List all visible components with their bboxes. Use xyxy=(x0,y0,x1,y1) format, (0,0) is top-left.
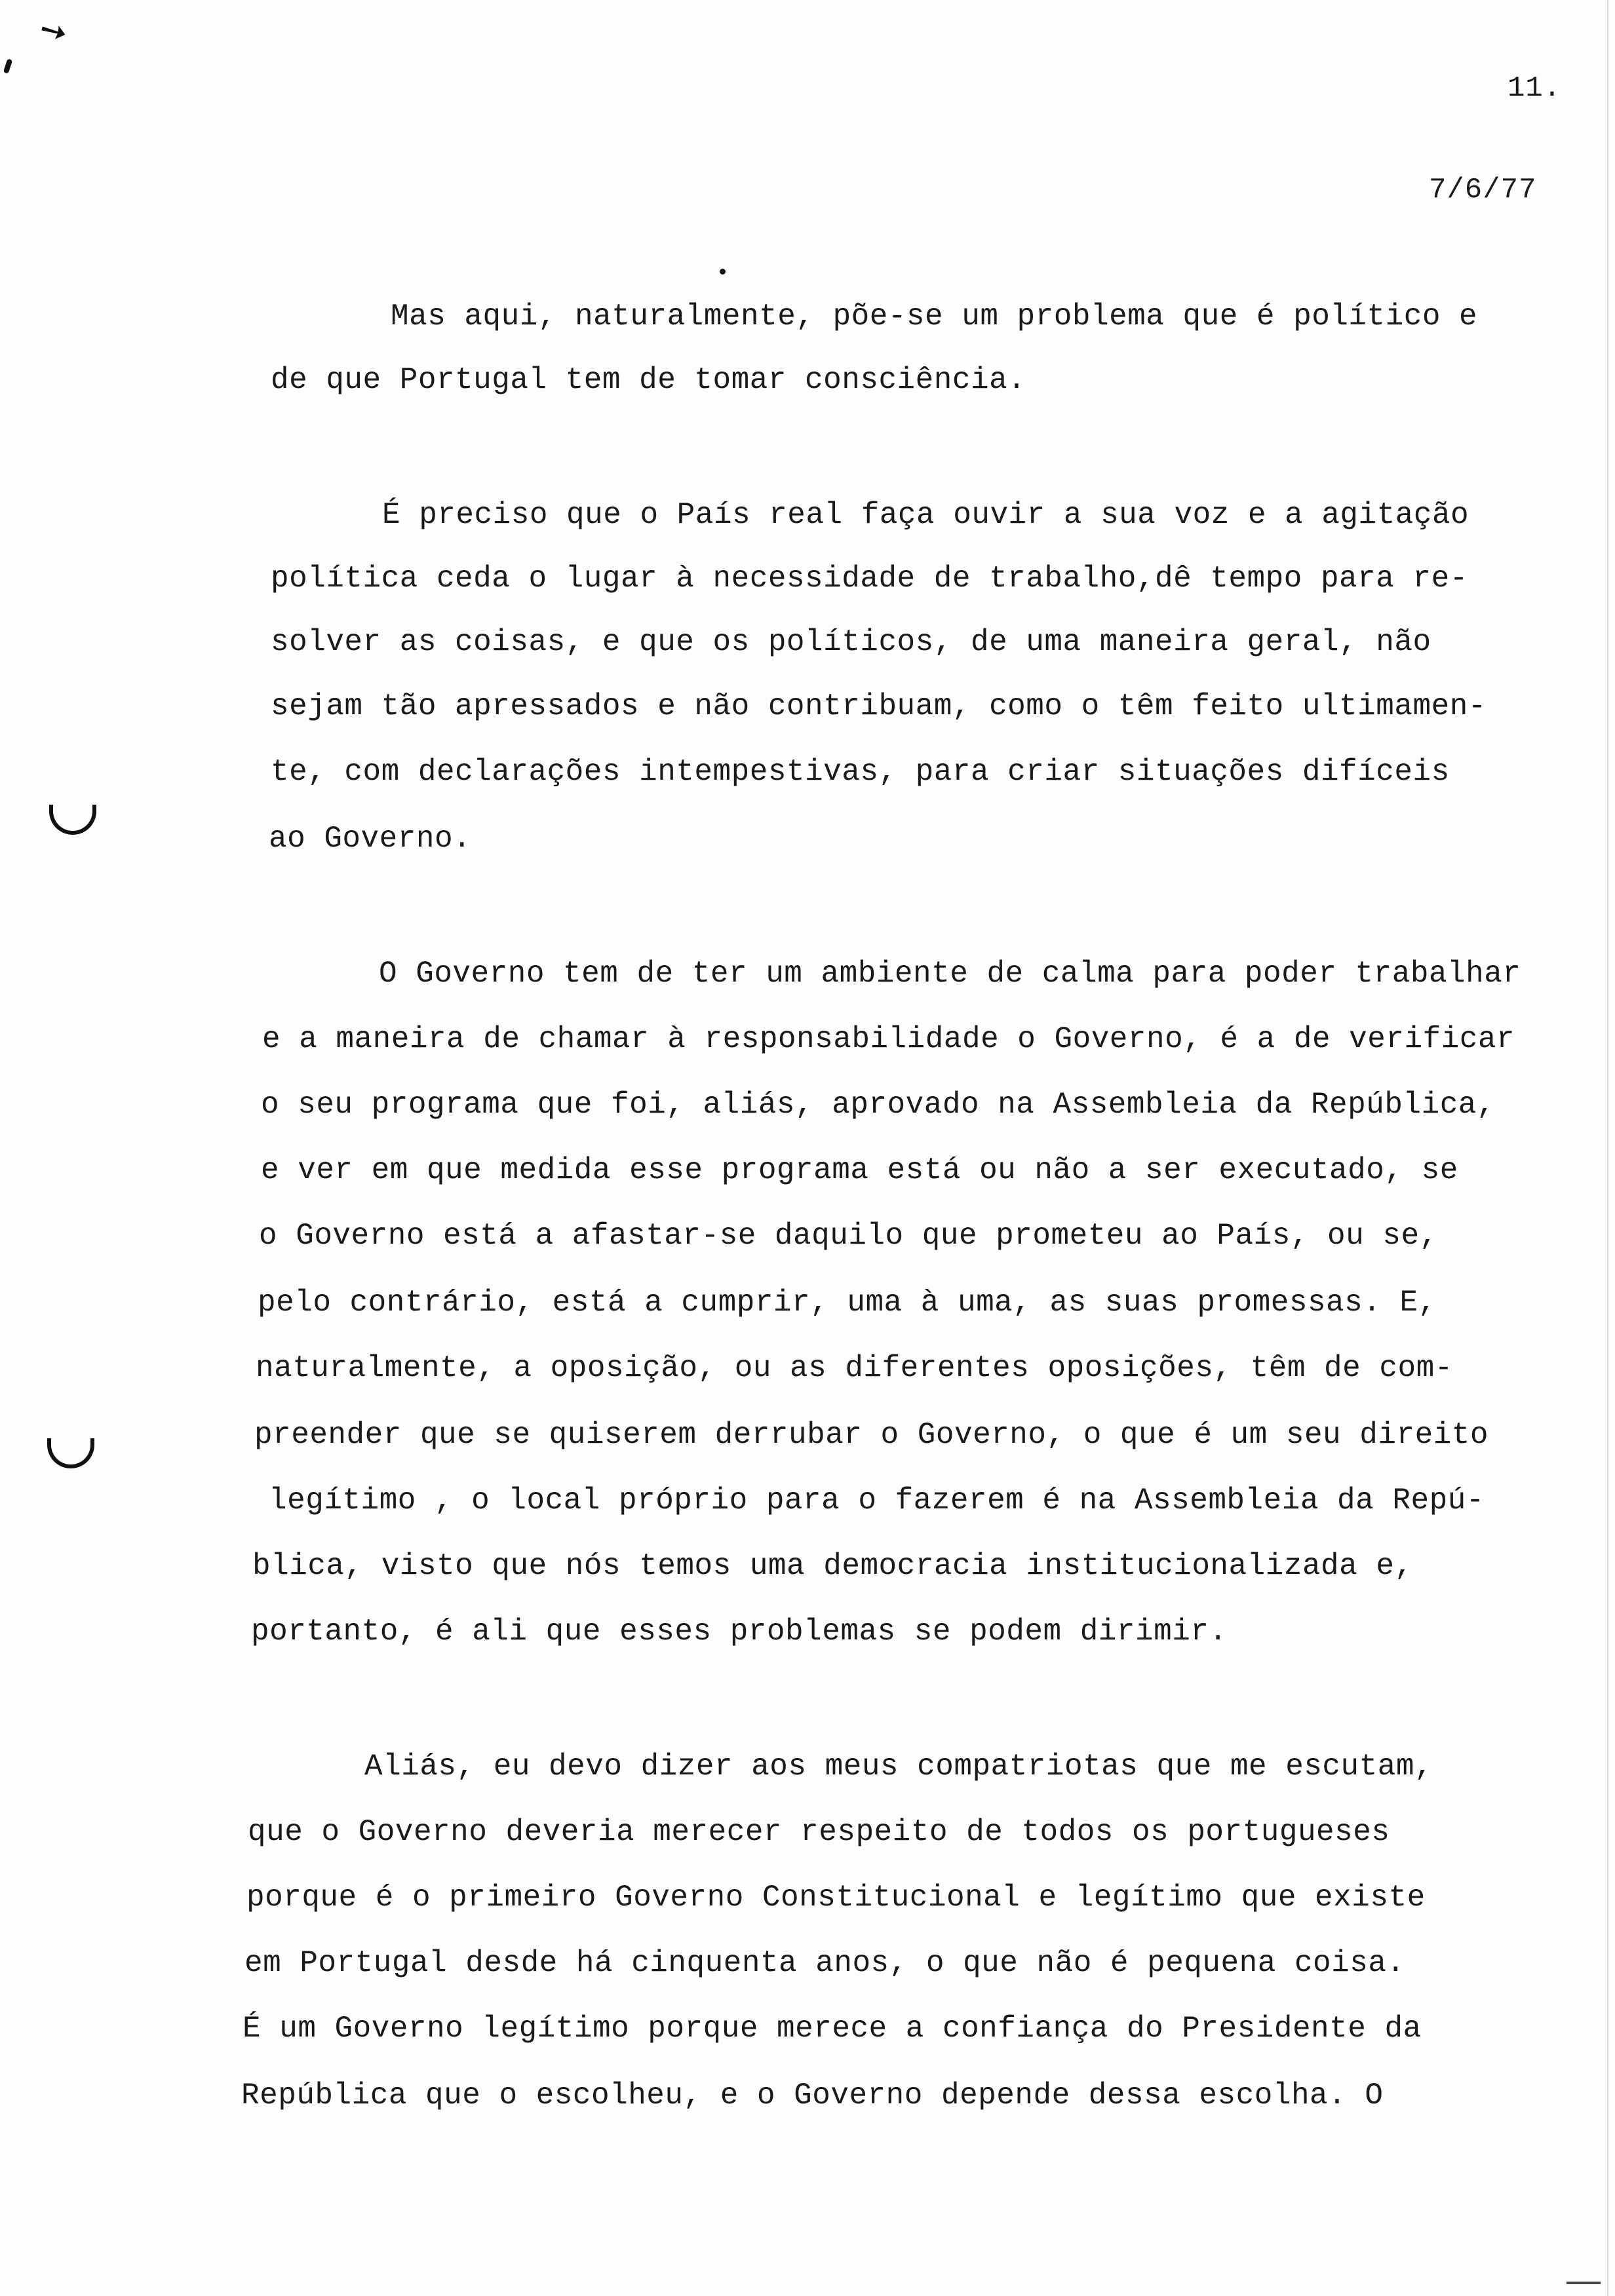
paragraph-2-line-3: solver as coisas, e que os políticos, de uma maneira geral, não xyxy=(271,625,1431,659)
paragraph-3-line-10: blica, visto que nós temos uma democracia institucionalizada e, xyxy=(252,1549,1413,1583)
handwritten-tick-mark xyxy=(3,58,12,73)
paragraph-3-line-1: O Governo tem de ter um ambiente de calma para poder trabalhar xyxy=(379,957,1521,991)
margin-check-mark xyxy=(47,1438,94,1468)
paragraph-2-line-5: te, com declarações intempestivas, para criar situações difíceis xyxy=(271,755,1450,789)
paragraph-4-line-1: Aliás, eu devo dizer aos meus compatriotas que me escutam, xyxy=(364,1750,1433,1784)
paragraph-4-line-4: em Portugal desde há cinquenta anos, o que não é pequena coisa. xyxy=(244,1946,1405,1980)
paragraph-3-line-3: o seu programa que foi, aliás, aprovado na Assembleia da República, xyxy=(261,1088,1496,1122)
paragraph-3-line-11: portanto, é ali que esses problemas se podem dirimir. xyxy=(251,1615,1228,1649)
margin-check-mark xyxy=(49,805,96,835)
handwritten-arrow-mark: ➘ xyxy=(31,7,75,54)
paragraph-2-line-6: ao Governo. xyxy=(269,822,472,856)
document-date: 7/6/77 xyxy=(1429,174,1537,206)
paragraph-2-line-2: política ceda o lugar à necessidade de trabalho,dê tempo para re- xyxy=(271,562,1468,596)
paragraph-4-line-2: que o Governo deveria merecer respeito de todos os portugueses xyxy=(248,1815,1390,1849)
scan-edge-line xyxy=(1607,0,1608,2296)
paragraph-4-line-5: É um Governo legítimo porque merece a confiança do Presidente da xyxy=(243,2012,1422,2046)
paragraph-3-line-8: preender que se quiserem derrubar o Governo, o que é um seu direito xyxy=(254,1418,1489,1452)
paragraph-3-line-9: legítimo , o local próprio para o fazerem é na Assembleia da Repú- xyxy=(269,1483,1485,1518)
paragraph-1-line-1: Mas aqui, naturalmente, põe-se um problema que é político e xyxy=(391,299,1478,334)
paragraph-2-line-4: sejam tão apressados e não contribuam, como o têm feito ultimamen- xyxy=(271,689,1487,723)
paragraph-3-line-4: e ver em que medida esse programa está ou não a ser executado, se xyxy=(261,1153,1458,1187)
paragraph-3-line-7: naturalmente, a oposição, ou as diferentes oposições, têm de com- xyxy=(256,1351,1453,1385)
ink-dot xyxy=(720,269,726,275)
scan-corner-mark xyxy=(1566,2282,1601,2284)
paragraph-3-line-5: o Governo está a afastar-se daquilo que prometeu ao País, ou se, xyxy=(259,1219,1438,1253)
paragraph-1-line-2: de que Portugal tem de tomar consciência. xyxy=(271,363,1026,397)
paragraph-4-line-6: República que o escolheu, e o Governo depende dessa escolha. O xyxy=(241,2078,1384,2113)
paragraph-3-line-6: pelo contrário, está a cumprir, uma à uma, as suas promessas. E, xyxy=(258,1286,1437,1320)
page-number: 11. xyxy=(1508,72,1562,105)
paragraph-2-line-1: É preciso que o País real faça ouvir a sua voz e a agitação xyxy=(382,498,1469,532)
paragraph-4-line-3: porque é o primeiro Governo Constitucional e legítimo que existe xyxy=(246,1881,1426,1915)
paragraph-3-line-2: e a maneira de chamar à responsabilidade o Governo, é a de verificar xyxy=(262,1022,1515,1056)
